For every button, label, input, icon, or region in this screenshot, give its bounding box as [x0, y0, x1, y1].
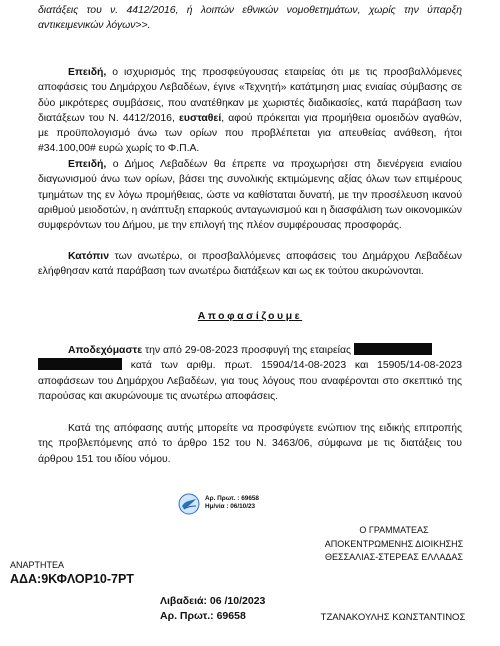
- paragraph-text: κατά των αριθμ. πρωτ. 15904/14-08-2023 και 15905/14-08-2023 αποφάσεων του Δημάρχου Λεβαδέων, για τους λόγους που αναφέρονται στο σκεπτικό της παρούσας και ακυρώνουμε τις ανωτέρω αποφάσεις.: [38, 360, 462, 402]
- paragraph-text: ο ισχυρισμός της προσφεύγουσας εταιρείας ότι με τις προσβαλλόμενες αποφάσεις του Δημάρχου Λεβαδέων, έγινε «Τεχνητή» κατάτμηση μιας ενιαίας σύμβασης σε δύο μικρότερες συμβάσεις, που ανατέθηκαν με χωριστές διαδικασίες, κατά παράβαση των διατάξεων του Ν. 4412/2016,: [38, 67, 462, 124]
- paragraph-appeal: [38, 421, 462, 467]
- decision-heading: Αποφασίζουμε: [197, 311, 303, 322]
- signature-line: ΘΕΣΣΑΛΙΑΣ-ΣΤΕΡΕΑΣ ΕΛΛΑΔΑΣ: [325, 552, 463, 562]
- intro-paragraph: [38, 3, 462, 34]
- place-date: Λιβαδειά: 06 /10/2023: [160, 595, 266, 607]
- stamp-protocol-date: Ημ/νία : 06/10/23: [205, 503, 256, 510]
- publishable-label: ΑΝΑΡΤΗΤΕΑ: [10, 560, 65, 570]
- paragraph-text: , αφού πρόκειται για προμήθεια ομοειδών αγαθών, με προϋπολογισμό άνω των ορίων που προβλέπεται για απευθείας ανάθεση, ήτοι #34.100,00# ευρώ χωρίς το Φ.Π.Α.: [38, 112, 462, 155]
- stamp-protocol: [205, 495, 259, 511]
- paragraph-lead: Επειδή,: [68, 67, 107, 78]
- signature-title-block: [294, 524, 494, 565]
- paragraph-lead: Κατόπιν: [68, 251, 109, 262]
- paragraph-reasoning: [38, 157, 462, 233]
- redaction-bar: [354, 343, 432, 355]
- intro-text: διατάξεις του ν. 4412/2016, ή λοιπών εθνικών νομοθετημάτων, χωρίς την ύπαρξη αντικειμενικών λόγων>>.: [38, 5, 462, 32]
- paragraph-conclusion: [38, 249, 462, 280]
- paragraph-decision: [38, 343, 462, 404]
- signer-name: ΤΖΑΝΑΚΟΥΛΗΣ ΚΩΝΣΤΑΝΤΙΝΟΣ: [320, 612, 466, 623]
- stamp-logo-icon: [178, 493, 200, 515]
- redaction-bar: [38, 358, 122, 370]
- ada-code: ΑΔΑ:9ΚΦΛΟΡ10-7ΡΤ: [10, 572, 134, 586]
- paragraph-text: των ανωτέρω, οι προσβαλλόμενες αποφάσεις του Δημάρχου Λεβαδέων ελήφθησαν κατά παράβαση των ανωτέρω διατάξεων και ως εκ τούτου ακυρώνονται.: [38, 251, 462, 278]
- signature-line: ΑΠΟΚΕΝΤΡΩΜΕΝΗΣ ΔΙΟΙΚΗΣΗΣ: [324, 538, 464, 549]
- paragraph-text: Κατά της απόφασης αυτής μπορείτε να προσφύγετε ενώπιον της ειδικής επιτροπής της προβλεπόμενης από το άρθρο 152 του Ν. 3463/06, σύμφωνα με τις διατάξεις του άρθρου 151 του ιδίου νόμου.: [38, 423, 462, 465]
- paragraph-bold-term: ευσταθεί: [178, 112, 222, 124]
- paragraph-lead: Αποδεχόμαστε: [68, 345, 143, 356]
- paragraph-text: την από 29-08-2023 προσφυγή της εταιρείας: [142, 345, 351, 356]
- protocol-number: Αρ. Πρωτ.: 69658: [160, 610, 246, 622]
- signature-line: Ο ΓΡΑΜΜΑΤΕΑΣ: [359, 525, 429, 535]
- paragraph-claim: [38, 65, 462, 157]
- paragraph-lead: Επειδή,: [68, 159, 107, 170]
- paragraph-text: ο Δήμος Λεβαδέων θα έπρεπε να προχωρήσει στη διενέργεια ενιαίου διαγωνισμού άνω των ορίων, βάσει της συνολικής εκτιμώμενης αξίας όλων των επιμέρους τμημάτων της εν λόγω προμήθειας, ώστε να καθίσταται δυνατή, με την προσέλευση ικανού αριθμού μειοδοτών, η ανάπτυξη επαρκούς ανταγωνισμού και η διασφάλιση των οικονομικών συμφερόντων του Δήμου, με την επιλογή της πλέον συμφέρουσας προσφοράς.: [38, 159, 462, 232]
- stamp-protocol-number: Αρ. Πρωτ. : 69658: [205, 495, 259, 502]
